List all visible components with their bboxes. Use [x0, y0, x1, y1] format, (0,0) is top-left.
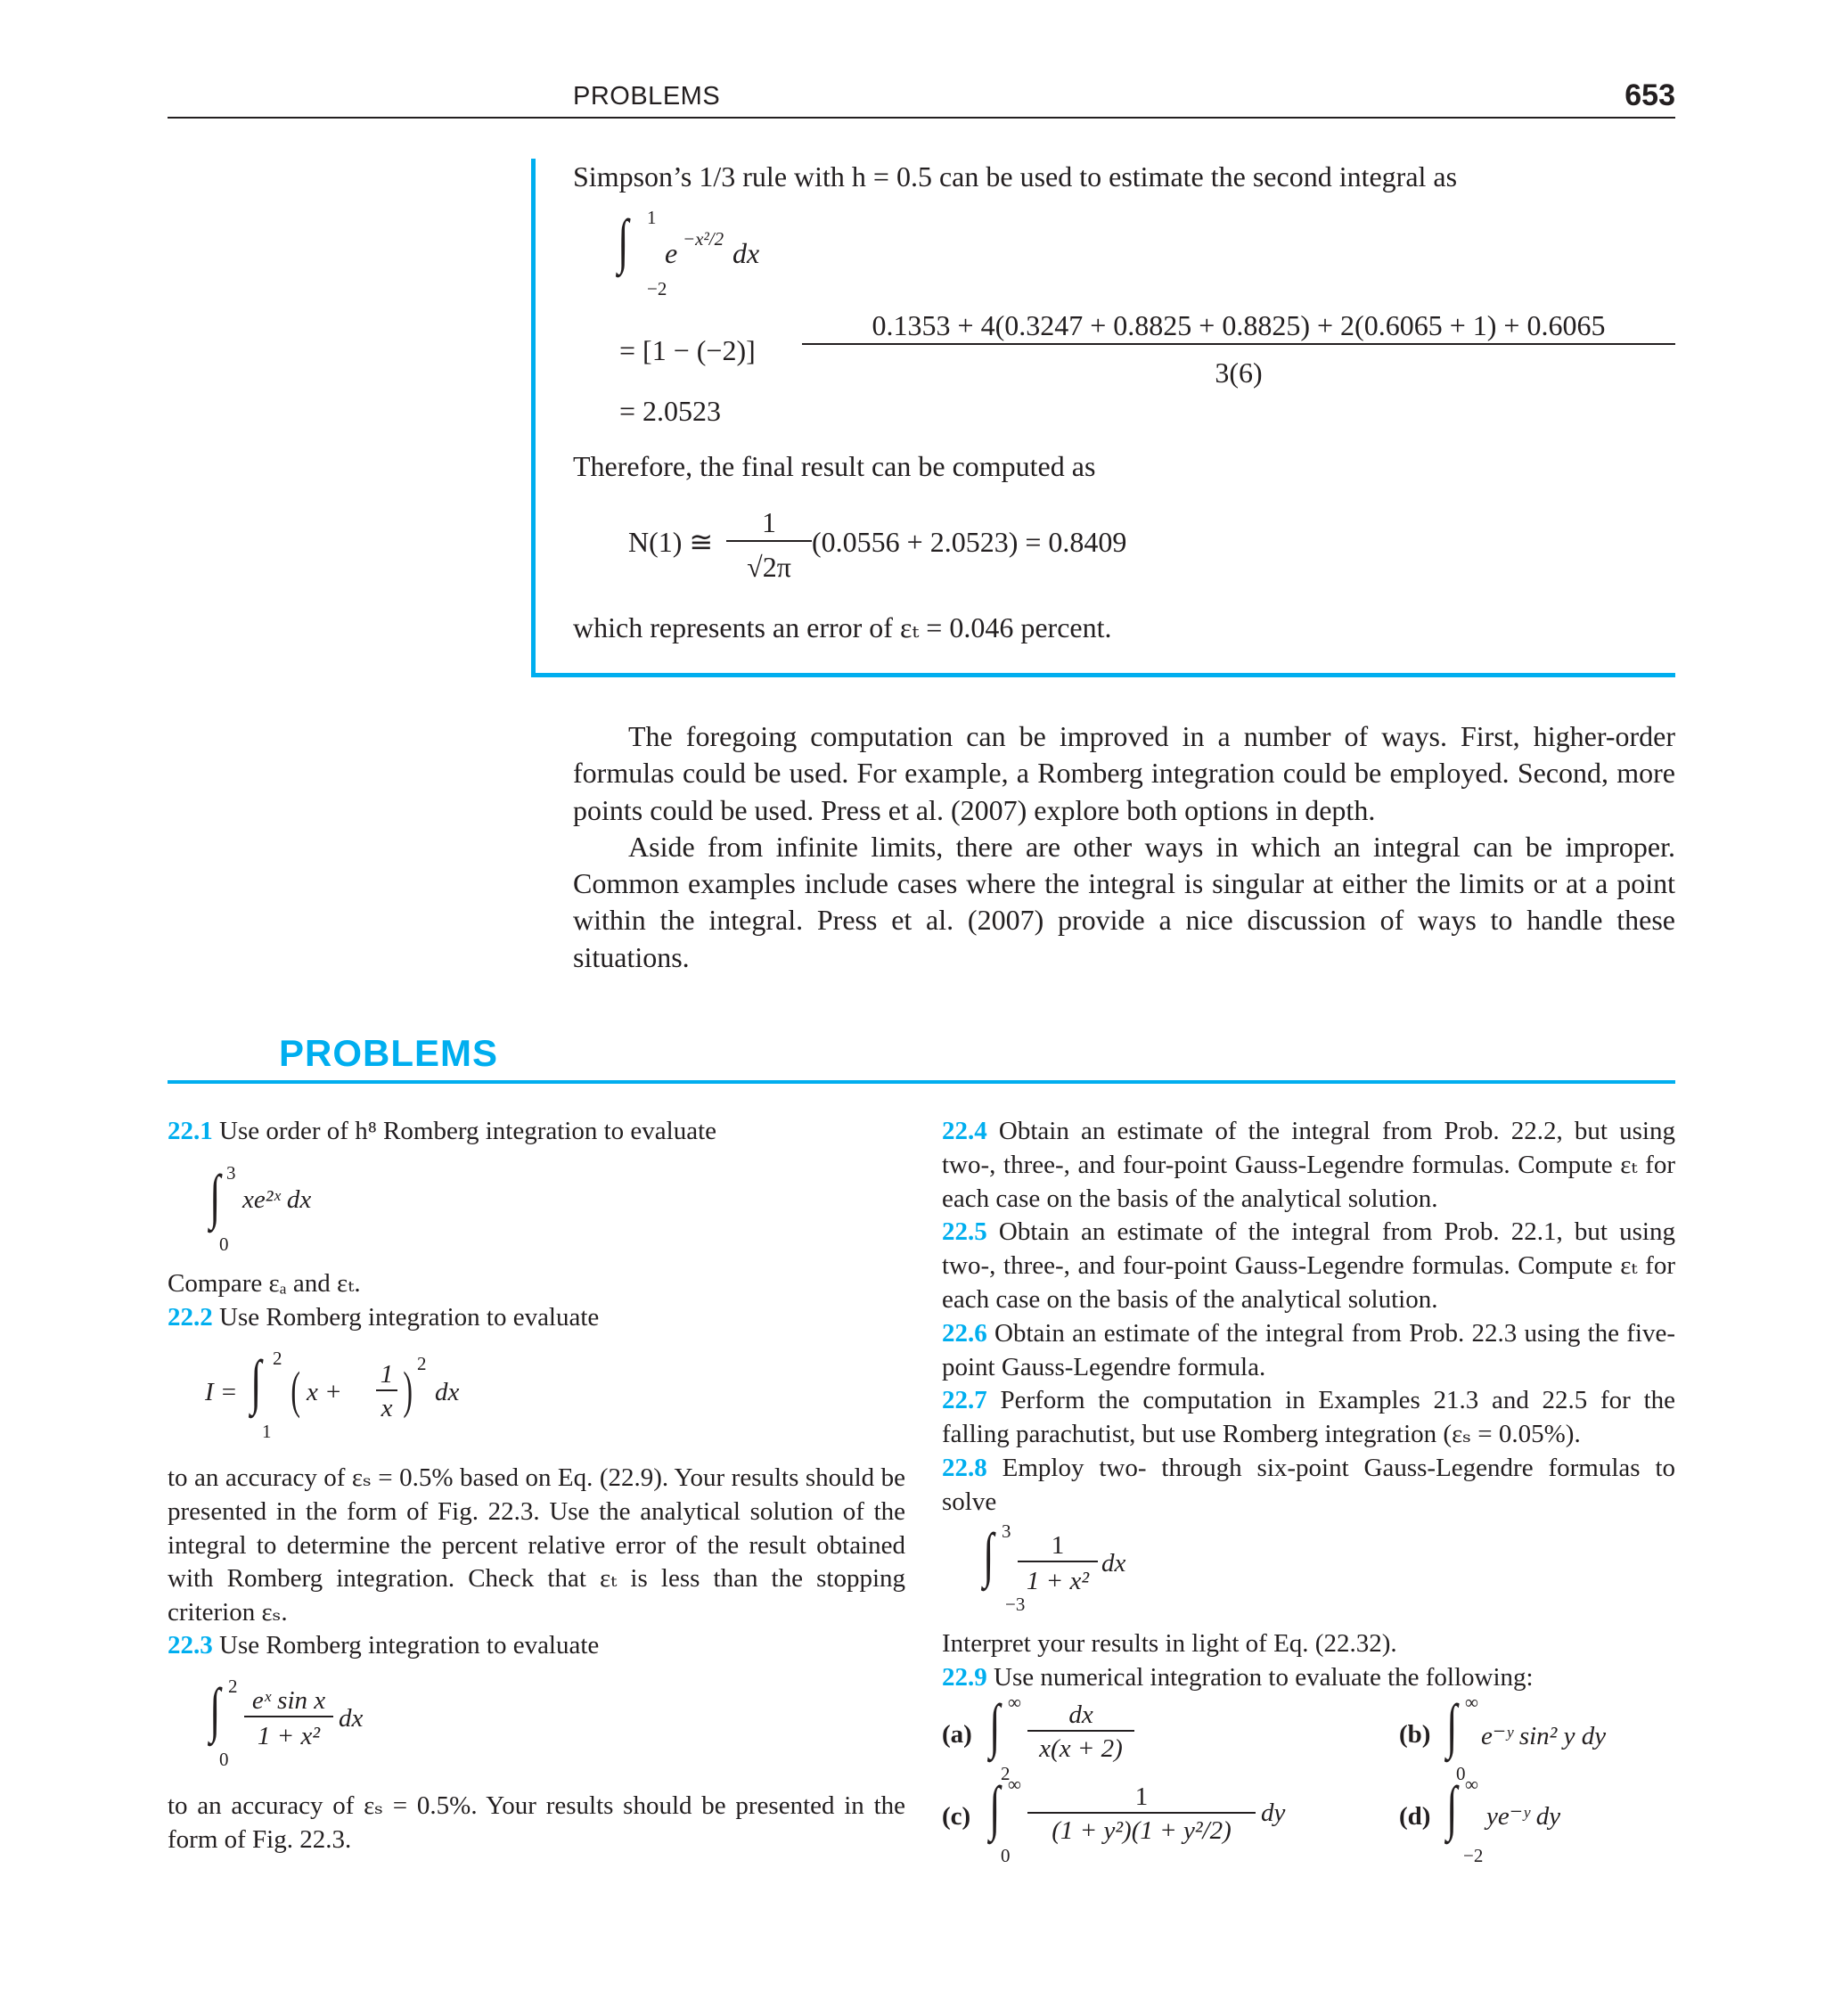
- integral-upper-limit: 2: [273, 1348, 282, 1369]
- problem-22-3-after: to an accuracy of εₛ = 0.5%. Your results should be presented in the form of Fig. 22.3.: [168, 1791, 905, 1854]
- dx: dx: [435, 1378, 460, 1406]
- problem-22-9-d: [1399, 1774, 1675, 1866]
- example-box-left-bar: [531, 159, 536, 677]
- integral-sign: ∫: [250, 1348, 262, 1415]
- problem-text: Use order of h⁸ Romberg integration to evaluate: [219, 1117, 716, 1145]
- problem-text: Use Romberg integration to evaluate: [219, 1631, 600, 1660]
- integral-sign: ∫: [989, 1692, 1001, 1759]
- body-text: [573, 718, 1675, 976]
- integral-lower-limit: 0: [1001, 1845, 1011, 1866]
- left-paren: (: [291, 1361, 300, 1419]
- integral-upper-limit: ∞: [1008, 1692, 1021, 1713]
- frac-den: 1 + x²: [1026, 1567, 1090, 1595]
- frac-num: 1: [1027, 1782, 1256, 1814]
- problem-number: 22.7: [942, 1386, 987, 1414]
- n1-rhs: (0.0556 + 2.0523) = 0.8409: [812, 526, 1127, 558]
- right-paren: ): [403, 1361, 413, 1419]
- problem-22-9-b: [1399, 1692, 1675, 1784]
- dx: dx: [1101, 1549, 1126, 1578]
- integral-lower-limit: 0: [219, 1749, 229, 1770]
- problem-number: 22.4: [942, 1117, 987, 1145]
- problem-22-2-integral: [205, 1348, 526, 1446]
- problem-text: Use numerical integration to evaluate the following:: [994, 1663, 1534, 1692]
- integral-upper-limit: 3: [226, 1162, 236, 1184]
- part-label: (c): [942, 1802, 971, 1831]
- part-label: (d): [1399, 1802, 1431, 1831]
- running-head: PROBLEMS: [573, 82, 721, 111]
- problem-22-9: [942, 1661, 1675, 1695]
- integrand: xe²ˣ dx: [242, 1185, 312, 1214]
- n1-frac-den: √2π: [747, 551, 791, 583]
- problem-number: 22.8: [942, 1454, 987, 1482]
- problem-22-9-a: [942, 1692, 1263, 1784]
- problem-22-1-compare: Compare εₐ and εₜ.: [168, 1269, 361, 1298]
- frac-num: 1: [1018, 1531, 1098, 1562]
- integral-lower-limit: 1: [262, 1421, 272, 1442]
- frac-den: 1 + x²: [257, 1722, 321, 1750]
- problem-22-3: [168, 1629, 905, 1663]
- problem-22-2: [168, 1301, 905, 1335]
- frac-num: eˣ sin x: [244, 1686, 333, 1717]
- paragraph-1: The foregoing computation can be improved in a number of ways. First, higher-order formulas could be used. For example, a Romberg integration could be employed. Second, more points could be used. Press et al. (2007) explore both options in depth.: [573, 720, 1675, 826]
- part-label: (a): [942, 1720, 972, 1749]
- problem-number: 22.1: [168, 1117, 213, 1145]
- n1-lhs: N(1) ≅: [628, 526, 714, 558]
- problem-text: Employ two- through six-point Gauss-Legendre formulas to solve: [942, 1454, 1676, 1516]
- n1-frac-num: 1: [726, 504, 812, 542]
- problem-number: 22.3: [168, 1631, 213, 1660]
- problem-text: Perform the computation in Examples 21.3 and 22.5 for the falling parachutist, but use Romberg integration (εₛ = 0.05%).: [942, 1386, 1675, 1448]
- problem-text: Obtain an estimate of the integral from Prob. 22.3 using the five-point Gauss-Legendre formula.: [942, 1319, 1675, 1381]
- problem-text: Obtain an estimate of the integral from Prob. 22.1, but using two-, three-, and four-point Gauss-Legendre formulas. Compute εₜ for each case on the basis of the analytical solution.: [942, 1217, 1675, 1314]
- problem-number: 22.5: [942, 1217, 987, 1246]
- problem-22-5: [942, 1216, 1675, 1316]
- problem-22-1-integral: [207, 1162, 456, 1255]
- problems-rule: [168, 1080, 1675, 1084]
- therefore-text: Therefore, the final result can be computed as: [573, 450, 1096, 482]
- integral-lower-limit: 0: [219, 1233, 229, 1255]
- frac-den: (1 + y²)(1 + y²/2): [1052, 1816, 1232, 1845]
- problem-22-7: [942, 1384, 1675, 1452]
- integral-upper-limit: 2: [228, 1676, 238, 1697]
- dx: dx: [339, 1704, 364, 1733]
- integral-upper-limit: ∞: [1008, 1774, 1021, 1795]
- eq2: = 2.0523: [619, 395, 722, 427]
- problem-number: 22.6: [942, 1319, 987, 1348]
- problem-number: 22.9: [942, 1663, 987, 1692]
- integral-sign: ∫: [209, 1676, 221, 1743]
- integral-sign: ∫: [989, 1774, 1001, 1841]
- eq1-numerator: 0.1353 + 4(0.3247 + 0.8825 + 0.8825) + 2(0.6065 + 1) + 0.6065: [802, 307, 1675, 345]
- integral-lower-limit: 0: [1456, 1763, 1466, 1784]
- integrand: ye⁻ʸ dy: [1486, 1802, 1561, 1831]
- paragraph-2: Aside from infinite limits, there are other ways in which an integral can be improper. Common examples include cases where the integral is singular at either the limits or at a point within the integral. Press et al. (2007) provide a nice discussion of ways to handle these situations.: [573, 830, 1675, 973]
- frac-num: 1: [376, 1360, 397, 1391]
- error-text: which represents an error of εₜ = 0.046 percent.: [573, 611, 1112, 643]
- frac-den: x(x + 2): [1039, 1734, 1123, 1763]
- integrand: e⁻ʸ sin² y dy: [1481, 1722, 1607, 1750]
- page-number: 653: [1624, 78, 1675, 112]
- integral-sign: ∫: [1446, 1774, 1458, 1841]
- integral-upper-limit: 3: [1002, 1520, 1011, 1542]
- header-rule: [168, 117, 1675, 119]
- integral-sign: ∫: [1446, 1692, 1458, 1759]
- problem-22-8-integral: [980, 1520, 1248, 1622]
- integral-sign: ∫: [618, 207, 629, 275]
- part-label: (b): [1399, 1720, 1431, 1749]
- problem-text: Use Romberg integration to evaluate: [219, 1303, 600, 1332]
- integral-lower-limit: 2: [1001, 1763, 1011, 1784]
- integral-lower-limit: −2: [1463, 1845, 1484, 1866]
- integral-second: [615, 207, 847, 308]
- problem-22-4: [942, 1115, 1675, 1216]
- power: 2: [417, 1353, 427, 1374]
- eq1-denominator: 3(6): [1215, 356, 1263, 389]
- problem-text: Obtain an estimate of the integral from Prob. 22.2, but using two-, three-, and four-point Gauss-Legendre formulas. Compute εₜ for each case on the basis of the analytical solution.: [942, 1117, 1675, 1213]
- simpson-text: Simpson’s 1/3 rule with h = 0.5 can be used to estimate the second integral as: [573, 160, 1458, 193]
- problem-22-3-integral: [207, 1676, 474, 1777]
- integral-sign: ∫: [983, 1520, 994, 1588]
- integral-lower-limit: −3: [1005, 1594, 1026, 1615]
- eq1-prefix: = [1 − (−2)]: [619, 334, 756, 366]
- integral-upper-limit: ∞: [1465, 1692, 1478, 1713]
- problem-22-1: [168, 1115, 905, 1149]
- example-box-bottom-bar: [531, 673, 1675, 677]
- inner-left: x +: [307, 1378, 342, 1406]
- problem-22-9-c: [942, 1774, 1316, 1866]
- problem-22-8: [942, 1452, 1675, 1520]
- integral-upper-limit: ∞: [1465, 1774, 1478, 1795]
- problem-22-8-after: Interpret your results in light of Eq. (22.32).: [942, 1629, 1397, 1658]
- integral-lhs: I =: [205, 1378, 238, 1406]
- problems-heading: PROBLEMS: [279, 1032, 499, 1074]
- integral-upper-limit: 1: [647, 207, 657, 228]
- integral-sign: ∫: [209, 1162, 221, 1230]
- frac-num: dx: [1027, 1700, 1134, 1732]
- integrand-exponent: −x²/2: [683, 228, 724, 250]
- problem-number: 22.2: [168, 1303, 213, 1332]
- integrand-base: e: [665, 237, 678, 269]
- frac-den: x: [381, 1394, 393, 1422]
- problem-22-2-after: to an accuracy of εₛ = 0.5% based on Eq. (22.9). Your results should be presented in the form of Fig. 22.3. Use the analytical solution of the integral to determine the percent relative error of the result obtained with Romberg integration. Check that εₜ is less than the stopping criterion εₛ.: [168, 1463, 905, 1627]
- dy: dy: [1261, 1799, 1286, 1827]
- problem-22-6: [942, 1317, 1675, 1385]
- integral-lower-limit: −2: [647, 278, 667, 299]
- integrand-dx: dx: [732, 237, 760, 269]
